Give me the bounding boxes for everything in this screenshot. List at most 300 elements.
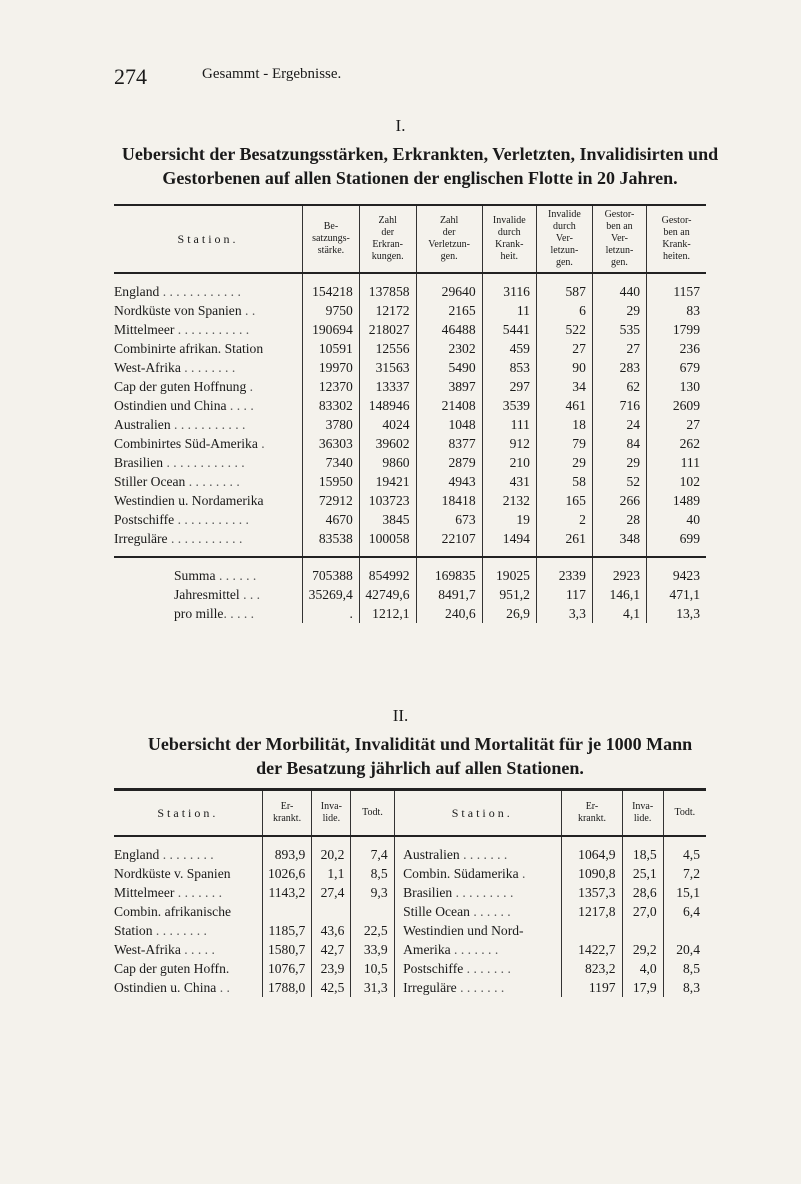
table-row	[114, 377, 706, 396]
table-cell: .	[303, 604, 360, 623]
table-cell: 673	[416, 510, 482, 529]
table-cell: 1090,8	[562, 864, 622, 883]
table-cell: 8377	[416, 434, 482, 453]
table-cell: 46488	[416, 320, 482, 339]
table-cell: 28,6	[622, 883, 663, 902]
table-cell: 7,2	[663, 864, 706, 883]
station-name	[114, 320, 303, 339]
station-label: England	[114, 847, 160, 862]
station-name	[114, 557, 303, 585]
leader-dots: . . . . . . . .	[185, 474, 240, 489]
table-cell: 10591	[303, 339, 360, 358]
leader-dots: . . . . . . . .	[152, 923, 207, 938]
table-stations-totals	[114, 204, 706, 623]
running-title: Gesammt - Ergebnisse.	[202, 66, 342, 82]
t1-header-inv-verl: Invalide durch Ver- letzun- gen.	[536, 205, 592, 273]
station-name	[114, 510, 303, 529]
table-cell: 13,3	[647, 604, 706, 623]
table-cell: 1580,7	[262, 940, 312, 959]
station-name	[403, 864, 562, 883]
table-cell: 8,3	[663, 978, 706, 997]
table-cell: 8491,7	[416, 585, 482, 604]
table-row	[114, 959, 706, 978]
table-cell: 19	[482, 510, 536, 529]
table-cell	[663, 921, 706, 940]
table-cell: 84	[592, 434, 646, 453]
table-cell: 1064,9	[562, 836, 622, 864]
table-cell: 34	[536, 377, 592, 396]
table-cell: 146,1	[592, 585, 646, 604]
station-label: Westindien u. Nordamerika	[114, 493, 264, 508]
table-cell: 42,5	[312, 978, 351, 997]
leader-dots: . . . . . . . . . . .	[170, 417, 246, 432]
t1-header-bestand: Be- satzungs- stärke.	[303, 205, 360, 273]
table-cell: 11	[482, 301, 536, 320]
table-cell: 4,1	[592, 604, 646, 623]
station-label: Jahresmittel	[174, 587, 240, 602]
table-cell: 471,1	[647, 585, 706, 604]
table-cell: 4024	[359, 415, 416, 434]
station-label: Postschiffe	[403, 961, 464, 976]
table-cell: 72912	[303, 491, 360, 510]
leader-dots: . . . . . .	[469, 904, 511, 919]
table-cell: 6	[536, 301, 592, 320]
table-row	[114, 978, 706, 997]
table-cell: 1197	[562, 978, 622, 997]
table-cell: 679	[647, 358, 706, 377]
table-cell: 1357,3	[562, 883, 622, 902]
table-cell: 283	[592, 358, 646, 377]
station-label: West-Afrika	[114, 942, 181, 957]
leader-dots: .	[257, 436, 265, 451]
table-cell: 1217,8	[562, 902, 622, 921]
table-cell: 12172	[359, 301, 416, 320]
section2-title-line2: der Besatzung jährlich auf allen Stationen.	[256, 758, 584, 778]
station-label: West-Afrika	[114, 360, 181, 375]
table-row	[114, 921, 706, 940]
station-name	[403, 978, 562, 997]
table-cell: 42749,6	[359, 585, 416, 604]
table-cell: 90	[536, 358, 592, 377]
station-label: Combinirte afrikan. Station	[114, 341, 264, 356]
table-cell: 39602	[359, 434, 416, 453]
table-cell: 297	[482, 377, 536, 396]
station-name	[114, 978, 262, 997]
table-cell: 1788,0	[262, 978, 312, 997]
station-label: Combin. Südamerika	[403, 866, 519, 881]
station-label: Nordküste v. Spanien	[114, 866, 231, 881]
table-cell: 137858	[359, 273, 416, 301]
table-cell: 1799	[647, 320, 706, 339]
station-name	[114, 883, 262, 902]
station-label: pro mille	[174, 606, 224, 621]
leader-dots: . . . . . . . . .	[452, 885, 514, 900]
table-cell: 15950	[303, 472, 360, 491]
table-cell: 1026,6	[262, 864, 312, 883]
table-cell: 9,3	[351, 883, 394, 902]
leader-dots: . . . . . . .	[174, 885, 222, 900]
station-label: Ostindien und China	[114, 398, 227, 413]
table-cell: 148946	[359, 396, 416, 415]
table-cell	[562, 921, 622, 940]
table-cell: 240,6	[416, 604, 482, 623]
table-cell: 29,2	[622, 940, 663, 959]
table-cell: 4,5	[663, 836, 706, 864]
leader-dots: .	[518, 866, 526, 881]
table-cell: 62	[592, 377, 646, 396]
table-cell: 3897	[416, 377, 482, 396]
station-label: Cap der guten Hoffn.	[114, 961, 230, 976]
table-cell: 3539	[482, 396, 536, 415]
leader-dots: . . . . . . . . . . .	[174, 512, 249, 527]
t2-header-erkrankt-left: Er- krankt.	[262, 790, 312, 837]
table-cell: 10,5	[351, 959, 394, 978]
table-cell: 27	[647, 415, 706, 434]
table-cell: 19025	[482, 557, 536, 585]
table-cell: 27,4	[312, 883, 351, 902]
table-cell: 440	[592, 273, 646, 301]
station-name	[114, 358, 303, 377]
t1-header-station: Station.	[114, 205, 303, 273]
table-cell: 4,0	[622, 959, 663, 978]
table-row	[114, 396, 706, 415]
table-cell: 20,2	[312, 836, 351, 864]
station-name	[114, 377, 303, 396]
table-cell: 9860	[359, 453, 416, 472]
station-name	[114, 301, 303, 320]
station-name	[114, 529, 303, 557]
page-number: 274	[114, 64, 147, 89]
table-cell: 1212,1	[359, 604, 416, 623]
table-cell: 130	[647, 377, 706, 396]
table-cell: 28	[592, 510, 646, 529]
table-cell: 1157	[647, 273, 706, 301]
leader-dots: . . . . .	[223, 606, 255, 621]
table-cell: 716	[592, 396, 646, 415]
station-label: Postschiffe	[114, 512, 175, 527]
station-name	[403, 921, 562, 940]
station-label: Combinirtes Süd-Amerika	[114, 436, 258, 451]
leader-dots: . . . . . . .	[450, 942, 499, 957]
table-row	[114, 320, 706, 339]
leader-dots: . . . . . . . . . . . .	[163, 455, 245, 470]
table-cell: 12556	[359, 339, 416, 358]
station-label: Australien	[114, 417, 171, 432]
station-label: Nordküste von Spanien	[114, 303, 242, 318]
station-label: Stiller Ocean	[114, 474, 186, 489]
station-name	[114, 585, 303, 604]
table-cell: 893,9	[262, 836, 312, 864]
table-cell: 1489	[647, 491, 706, 510]
section2-title	[100, 732, 740, 780]
table-cell: 3,3	[536, 604, 592, 623]
table-row	[114, 604, 706, 623]
table-cell: 24	[592, 415, 646, 434]
table-cell: 6,4	[663, 902, 706, 921]
table-cell: 3845	[359, 510, 416, 529]
table-cell: 461	[536, 396, 592, 415]
table-cell: 165	[536, 491, 592, 510]
table-cell: 5441	[482, 320, 536, 339]
table-cell: 22,5	[351, 921, 394, 940]
station-label: Mittelmeer	[114, 322, 175, 337]
table-cell: 1,1	[312, 864, 351, 883]
station-name	[403, 883, 562, 902]
table-cell: 83302	[303, 396, 360, 415]
table-cell: 8,5	[663, 959, 706, 978]
table-cell: 2879	[416, 453, 482, 472]
table-row	[114, 491, 706, 510]
table-cell: 29640	[416, 273, 482, 301]
station-label: Ostindien u. China	[114, 980, 217, 995]
station-name	[114, 940, 262, 959]
table-row	[114, 301, 706, 320]
table-cell: 699	[647, 529, 706, 557]
station-name	[403, 940, 562, 959]
table-cell: 2339	[536, 557, 592, 585]
table-cell: 522	[536, 320, 592, 339]
station-name	[403, 836, 562, 864]
station-label: Mittelmeer	[114, 885, 175, 900]
table-cell: 912	[482, 434, 536, 453]
table-cell: 1494	[482, 529, 536, 557]
leader-dots: . . . .	[226, 398, 254, 413]
table-cell: 1185,7	[262, 921, 312, 940]
leader-dots: . .	[241, 303, 256, 318]
table-cell: 2132	[482, 491, 536, 510]
table-row	[114, 864, 706, 883]
table-cell: 117	[536, 585, 592, 604]
leader-dots: . . . . . . . .	[159, 847, 214, 862]
table-cell: 8,5	[351, 864, 394, 883]
t1-header-gest-krank: Gestor- ben an Krank- heiten.	[647, 205, 706, 273]
t1-header-gest-verl: Gestor- ben an Ver- letzun- gen.	[592, 205, 646, 273]
station-name	[114, 453, 303, 472]
table-cell: 2165	[416, 301, 482, 320]
section1-number: I.	[395, 116, 406, 135]
table-cell: 27	[536, 339, 592, 358]
table-row	[114, 472, 706, 491]
table-cell: 1076,7	[262, 959, 312, 978]
station-label: Westindien und Nord-	[403, 923, 524, 938]
table-cell: 218027	[359, 320, 416, 339]
table-cell: 210	[482, 453, 536, 472]
section2-number: II.	[392, 706, 409, 725]
table-cell	[622, 921, 663, 940]
table-cell: 35269,4	[303, 585, 360, 604]
table-cell: 17,9	[622, 978, 663, 997]
table-cell: 2609	[647, 396, 706, 415]
table-cell: 29	[592, 453, 646, 472]
table-cell: 18,5	[622, 836, 663, 864]
station-name	[114, 604, 303, 623]
section1-title-line2: Gestorbenen auf allen Stationen der englischen Flotte in 20 Jahren.	[162, 168, 678, 188]
station-name	[114, 472, 303, 491]
station-label: Cap der guten Hoffnung	[114, 379, 247, 394]
station-name	[403, 959, 562, 978]
table-cell: 27	[592, 339, 646, 358]
section1-title	[100, 142, 740, 190]
station-label: Amerika	[403, 942, 451, 957]
station-name	[403, 902, 562, 921]
table-cell: 31,3	[351, 978, 394, 997]
table-row	[114, 358, 706, 377]
table-cell: 111	[482, 415, 536, 434]
t2-header-station-right: Station.	[403, 790, 562, 837]
station-label: Combin. afrikanische	[114, 904, 232, 919]
table-cell: 854992	[359, 557, 416, 585]
table-cell: 823,2	[562, 959, 622, 978]
table-cell: 29	[536, 453, 592, 472]
table-cell: 31563	[359, 358, 416, 377]
leader-dots: .	[246, 379, 254, 394]
section2-title-line1: Uebersicht der Morbilität, Invalidität und Mortalität für je 1000 Mann	[147, 734, 693, 754]
t2-header-todt-right: Todt.	[663, 790, 706, 837]
station-label: Irreguläre	[114, 531, 168, 546]
table-cell: 15,1	[663, 883, 706, 902]
table-cell: 853	[482, 358, 536, 377]
t1-header-inv-krank: Invalide durch Krank- heit.	[482, 205, 536, 273]
table-row	[114, 273, 706, 301]
table-cell: 36303	[303, 434, 360, 453]
table-cell: 7340	[303, 453, 360, 472]
station-label: Station	[114, 923, 153, 938]
table-cell: 100058	[359, 529, 416, 557]
station-name	[114, 902, 262, 921]
station-name	[114, 396, 303, 415]
table-cell: 4943	[416, 472, 482, 491]
table-cell: 2923	[592, 557, 646, 585]
station-label: Stille Ocean	[403, 904, 470, 919]
table-cell: 19970	[303, 358, 360, 377]
table-row	[114, 415, 706, 434]
leader-dots: . . . . .	[180, 942, 215, 957]
table-cell	[312, 902, 351, 921]
station-label: Irreguläre	[403, 980, 457, 995]
table-cell	[351, 902, 394, 921]
table-row	[114, 529, 706, 557]
leader-dots: . . . . . . .	[459, 847, 508, 862]
t2-header-invalide-left: Inva- lide.	[312, 790, 351, 837]
table-cell: 2	[536, 510, 592, 529]
table-cell: 266	[592, 491, 646, 510]
table-cell: 705388	[303, 557, 360, 585]
station-label: Australien	[403, 847, 460, 862]
leader-dots: . . . . . .	[215, 568, 257, 583]
table-cell: 103723	[359, 491, 416, 510]
station-name	[114, 864, 262, 883]
table-cell: 19421	[359, 472, 416, 491]
table-cell	[262, 902, 312, 921]
table-cell: 21408	[416, 396, 482, 415]
station-name	[114, 491, 303, 510]
table-row	[114, 585, 706, 604]
station-name	[114, 273, 303, 301]
table-row	[114, 510, 706, 529]
station-label: Summa	[174, 568, 216, 583]
table-cell: 79	[536, 434, 592, 453]
station-name	[114, 415, 303, 434]
table-cell: 236	[647, 339, 706, 358]
table-cell: 190694	[303, 320, 360, 339]
t2-header-todt-left: Todt.	[351, 790, 394, 837]
station-name	[114, 959, 262, 978]
table-cell: 20,4	[663, 940, 706, 959]
table-cell: 18418	[416, 491, 482, 510]
station-name	[114, 921, 262, 940]
station-label: Brasilien	[403, 885, 453, 900]
table-cell: 7,4	[351, 836, 394, 864]
leader-dots: . . . . . . . .	[180, 360, 236, 375]
table-cell: 27,0	[622, 902, 663, 921]
table-cell: 154218	[303, 273, 360, 301]
table-cell: 83	[647, 301, 706, 320]
table-cell: 18	[536, 415, 592, 434]
table-row	[114, 836, 706, 864]
leader-dots: . . . . . . . . . . . .	[159, 284, 241, 299]
table-cell: 9750	[303, 301, 360, 320]
t1-header-erkrank: Zahl der Erkran- kungen.	[359, 205, 416, 273]
station-name	[114, 339, 303, 358]
table-cell: 58	[536, 472, 592, 491]
table-cell: 1143,2	[262, 883, 312, 902]
station-name	[114, 434, 303, 453]
leader-dots: . .	[216, 980, 230, 995]
station-name	[114, 836, 262, 864]
table-cell: 22107	[416, 529, 482, 557]
table-cell: 261	[536, 529, 592, 557]
table-cell: 12370	[303, 377, 360, 396]
table-cell: 1048	[416, 415, 482, 434]
table-cell: 2302	[416, 339, 482, 358]
table-cell: 83538	[303, 529, 360, 557]
table-cell: 262	[647, 434, 706, 453]
leader-dots: . . . . . . . . . . .	[174, 322, 250, 337]
t2-header-invalide-right: Inva- lide.	[622, 790, 663, 837]
table-per-mille	[114, 788, 706, 997]
table-row	[114, 883, 706, 902]
table-row	[114, 453, 706, 472]
leader-dots: . . . . . . .	[463, 961, 511, 976]
table-cell: 23,9	[312, 959, 351, 978]
t1-header-verletz: Zahl der Verletzun- gen.	[416, 205, 482, 273]
table-cell: 26,9	[482, 604, 536, 623]
table-cell: 348	[592, 529, 646, 557]
station-label: Brasilien	[114, 455, 164, 470]
table-cell: 169835	[416, 557, 482, 585]
table-row	[114, 557, 706, 585]
table-cell: 13337	[359, 377, 416, 396]
table-cell: 3116	[482, 273, 536, 301]
table-cell: 459	[482, 339, 536, 358]
leader-dots: . . . . . . . . . . .	[167, 531, 243, 546]
table-cell: 42,7	[312, 940, 351, 959]
table-cell: 951,2	[482, 585, 536, 604]
section1-title-line1: Uebersicht der Besatzungsstärken, Erkrankten, Verletzten, Invalidisirten und	[121, 144, 719, 164]
table-cell: 3780	[303, 415, 360, 434]
table-cell: 40	[647, 510, 706, 529]
table-cell: 535	[592, 320, 646, 339]
table-cell: 587	[536, 273, 592, 301]
table-cell: 111	[647, 453, 706, 472]
t2-header-erkrankt-right: Er- krankt.	[562, 790, 622, 837]
station-label: England	[114, 284, 160, 299]
table-row	[114, 339, 706, 358]
table-row	[114, 434, 706, 453]
table-cell: 102	[647, 472, 706, 491]
table-cell: 1422,7	[562, 940, 622, 959]
leader-dots: . . .	[239, 587, 261, 602]
